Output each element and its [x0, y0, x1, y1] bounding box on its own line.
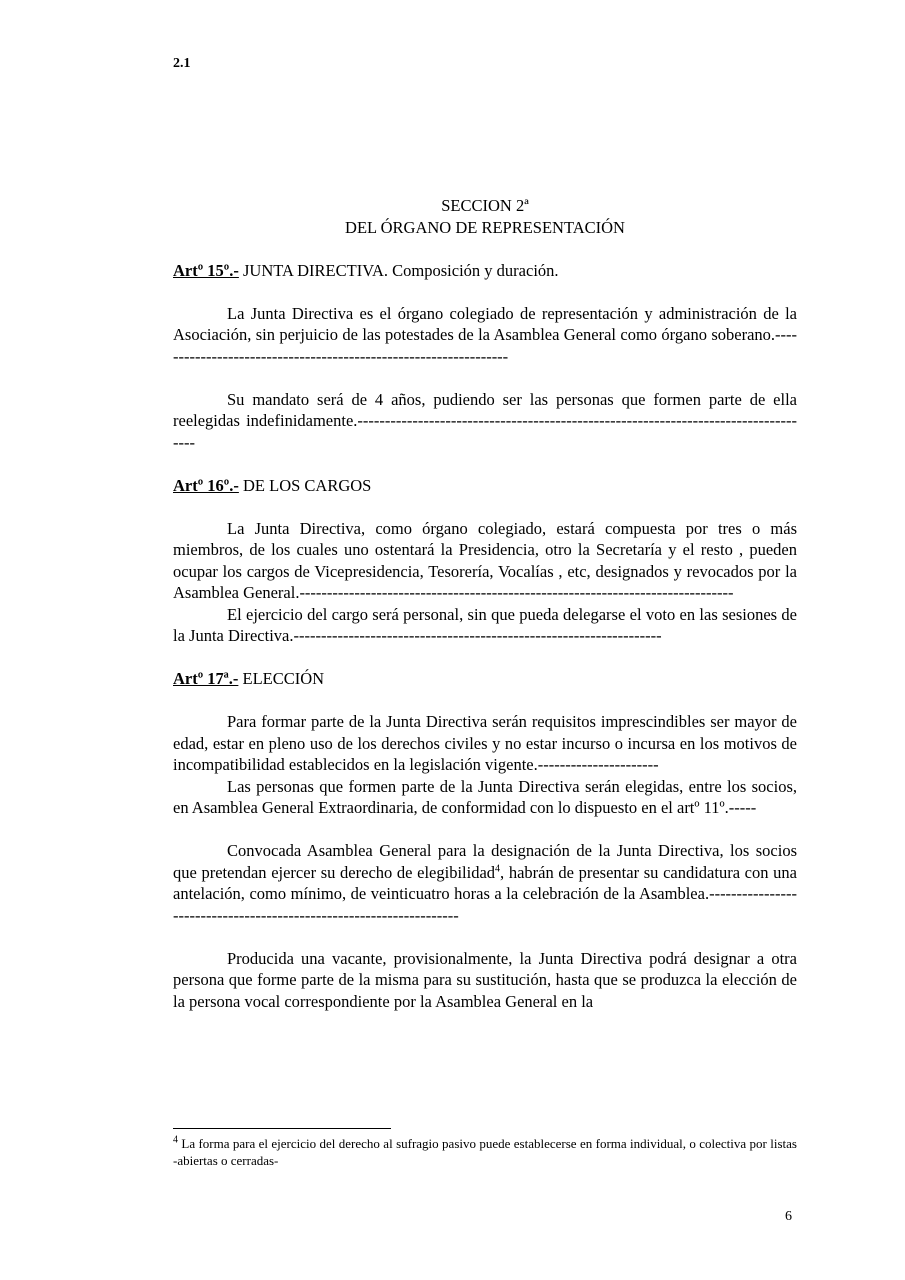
- article-16-paragraph-2: El ejercicio del cargo será personal, sin que pueda delegarse el voto en las sesiones de la Junta Directiva.-------------------------------------------------------------------: [173, 604, 797, 645]
- article-15-title: JUNTA DIRECTIVA. Composición y duración.: [238, 260, 559, 280]
- article-16-title: DE LOS CARGOS: [238, 475, 372, 495]
- article-15-paragraph-1: La Junta Directiva es el órgano colegiado de representación y administración de la Asociación, sin perjuicio de las potestades de la Asamblea General como órgano soberano.-----------------------------------------------------------------: [173, 303, 797, 366]
- article-17-paragraph-1: Para formar parte de la Junta Directiva serán requisitos imprescindibles ser mayor de edad, estar en pleno uso de los derechos civiles y no estar incurso o incursa en los motivos de incompatibilidad establecidos en la legislación vigente.----------------------: [173, 712, 797, 774]
- section-number: 2.1: [173, 56, 191, 71]
- footnote-text: La forma para el ejercicio del derecho al sufragio pasivo puede establecerse en forma individual, o colectiva por listas -abiertas o cerradas-: [173, 1136, 797, 1168]
- article-15-heading: [173, 260, 797, 282]
- article-15-label: Artº 15º.-: [173, 260, 239, 280]
- article-17-title: ELECCIÓN: [238, 669, 325, 688]
- document-body: [173, 195, 797, 1012]
- article-17-paragraph-4: Producida una vacante, provisionalmente, la Junta Directiva podrá designar a otra persona que forme parte de la misma para su sustitución, hasta que se produzca la elección de la persona vocal correspondiente por la Asamblea General en la: [173, 948, 797, 1011]
- article-16-heading: [173, 475, 797, 497]
- page-number: 6: [785, 1209, 792, 1224]
- article-17-heading: [173, 668, 797, 690]
- section-title: SECCION 2ª: [441, 196, 529, 215]
- article-17-paragraph-3-end: , habrán de presentar su candidatura con una antelación, como mínimo, de veinticuatro horas a la celebración de la Asamblea.--------------------------------------------------------------------: [173, 862, 797, 925]
- article-17-paragraph-3-start: Convocada Asamblea General para la designación de la Junta Directiva, los socios que pretendan ejercer su derecho de elegibilidad: [173, 841, 797, 882]
- article-17-paragraph-2: Las personas que formen parte de la Junta Directiva serán elegidas, entre los socios, en Asamblea General Extraordinaria, de conformidad con lo dispuesto en el artº 11º.-----: [173, 776, 797, 817]
- section-subtitle: DEL ÓRGANO DE REPRESENTACIÓN: [345, 217, 625, 237]
- article-16-label: Artº 16º.-: [173, 475, 239, 495]
- footnote-separator: [173, 1128, 391, 1129]
- footnote: [173, 1135, 797, 1169]
- article-15-paragraph-2: Su mandato será de 4 años, pudiendo ser las personas que formen parte de ella reelegidas indefinidamente.------------------------------------------------------------------------------------: [173, 389, 797, 452]
- article-16-paragraph-1: La Junta Directiva, como órgano colegiado, estará compuesta por tres o más miembros, de los cuales uno ostentará la Presidencia, otro la Secretaría y el resto , pueden ocupar los cargos de Vicepresidencia, Tesorería, Vocalías , etc, designados y revocados por la Asamblea General.-------------------------------------------------------------------------------: [173, 518, 797, 602]
- article-17-label: Artº 17ª.-: [173, 669, 239, 688]
- article-17-paragraph-3: [173, 840, 797, 926]
- footnote-number: 4: [173, 1134, 178, 1146]
- footnote-reference[interactable]: 4: [495, 863, 501, 874]
